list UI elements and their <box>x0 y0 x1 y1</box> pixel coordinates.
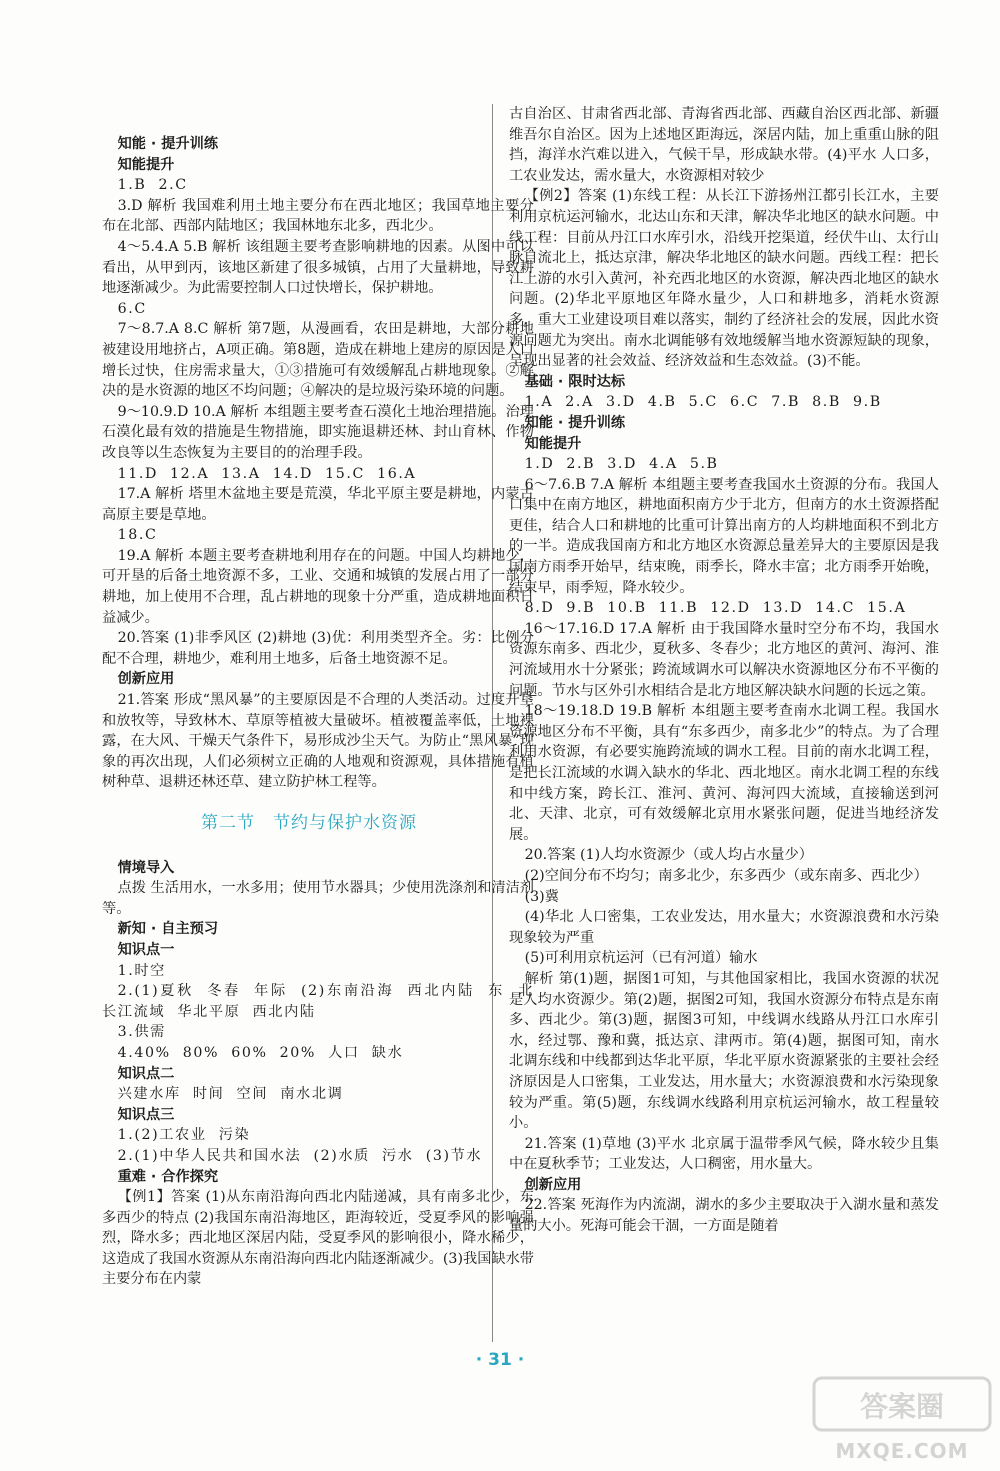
paragraph: 4～5.4.A 5.B 解析 该组题主要考查影响耕地的因素。从图中可以看出，从甲到丙，该地区新建了很多城镇，占用了大量耕地，导致耕地逐渐减少。为此需要控制人口过快增长，保护耕地。 <box>102 238 534 297</box>
watermark-logo <box>812 1374 992 1466</box>
paragraph: 20.答案 (1)人均水资源少（或人均占水量少） <box>524 847 813 864</box>
answer-line: 8.D 9.B 10.B 11.B 12.D 13.D 14.C 15.A <box>524 600 907 617</box>
paragraph: 【例2】答案 (1)东线工程：从长江下游扬州江都引长江水，主要利用京杭运河输水，北达山东和天津，解决华北地区的缺水问题。中线工程：目前从丹江口水库引水，沿线开挖渠道，经伏牛山、太行山脉自流北上，抵达京津，解决华北地区的缺水问题。西线工程：把长江上游的水引入黄河，补充西北地区的水资源，解决西北地区的缺水问题。(2)华北平原地区年降水量少，人口和耕地多，消耗水资源多，重大工业建设项目难以落实，制约了经济社会的发展，因此水资源问题尤为突出。南水北调能够有效地缓解当地水资源短缺的现象，呈现出显著的社会效益、经济效益和生态效益。(3)不能。 <box>509 188 939 370</box>
section-heading: 节约与保护水资源 <box>273 813 417 833</box>
answer-line: 4.40% 80% 60% 20% 人口 缺水 <box>117 1044 404 1061</box>
paragraph: (4)华北 人口密集，工农业发达，用水量大；水资源浪费和水污染现象较为严重 <box>509 909 939 946</box>
paragraph: 解析 第(1)题，据图1可知，与其他国家相比，我国水资源的状况是人均水资源少。第(2)题，据图2可知，我国水资源分布特点是东南多、西北少。第(3)题，据图3可知，中线调水线路从丹江口水库引水，经过鄂、豫和冀，抵达京、津两市。第(4)题，据图可知，南水北调东线和中线都到达华北平原，华北平原水资源紧张的主要社会经济原因是人口密集，工业发达，用水量大；水资源浪费和水污染现象较为严重。第(5)题，东线调水线路利用京杭运河输水，故工程量较小。 <box>509 970 939 1132</box>
answer-line: 兴建水库 时间 空间 南水北调 <box>117 1086 344 1103</box>
paragraph: 16～17.16.D 17.A 解析 由于我国降水量时空分布不均，我国水资源东南多、西北少，夏秋多、冬春少；北方地区的黄河、海河、淮河流域用水十分紧张；跨流域调水可以解决水资源地区分布不平衡的问题。节水与区外引水相结合是北方地区解决缺水问题的长远之策。 <box>509 620 939 699</box>
right-column <box>509 104 939 1237</box>
paragraph: 18～19.18.D 19.B 解析 本组题主要考查南水北调工程。我国水资源地区分布不平衡，具有“东多西少，南多北少”的特点。为了合理利用水资源，有必要实施跨流域的调水工程。目前的南水北调工程，是把长江流域的水调入缺水的华北、西北地区。南水北调工程的东线和中线方案，跨长江、淮河、黄河、海河四大流域，直接输送到河北、天津、北京，可有效缓解北京用水紧张问题，促进当地经济发展。 <box>509 703 939 843</box>
answer-line: 1.(2)工农业 污染 <box>117 1127 251 1144</box>
watermark-url: MXQE.COM <box>835 1439 969 1463</box>
subheading: 知能 · 提升训练 <box>117 136 219 152</box>
subheading: 创新应用 <box>524 1176 582 1193</box>
paragraph: 22.答案 死海作为内流湖，湖水的多少主要取决于入湖水量和蒸发量的大小。死海可能会干涸，一方面是随着 <box>509 1197 939 1235</box>
subheading: 知识点一 <box>117 941 175 958</box>
paragraph: 点拨 生活用水，一水多用；使用节水器具；少使用洗涤剂和清洁剂等。 <box>102 880 534 917</box>
subheading: 重难 · 合作探究 <box>117 1168 219 1185</box>
paragraph: (5)可利用京杭运河（已有河道）输水 <box>524 950 758 967</box>
paragraph: 【例1】答案 (1)从东南沿海向西北内陆递减，具有南多北少，东多西少的特点 (2)我国东南沿海地区，距海较近，受夏季风的影响强烈，降水多；西北地区深居内陆，受夏季风的影响很小，降水稀少，这造成了我国水资源从东南沿海向西北内陆逐渐减少。(3)我国缺水带主要分布在内蒙 <box>102 1189 534 1288</box>
subheading: 情境导入 <box>117 859 175 876</box>
answer-line: 2.(1)夏秋 冬春 年际 (2)东南沿海 西北内陆 东 北 长江流域 华北平原 西北内陆 <box>102 983 534 1020</box>
answer-line: 6.C <box>117 300 147 317</box>
subheading: 知能 · 提升训练 <box>524 414 626 431</box>
paragraph: 17.A 解析 塔里木盆地主要是荒漠，华北平原主要是耕地，内蒙古高原主要是草地。 <box>102 486 534 523</box>
paragraph: 19.A 解析 本题主要考查耕地利用存在的问题。中国人均耕地少，可开垦的后备土地资源不多，工业、交通和城镇的发展占用了一部分耕地，加上使用不合理，乱占耕地的现象十分严重，造成耕地面积日益减少。 <box>102 547 534 626</box>
subheading: 知识点二 <box>117 1065 175 1082</box>
paragraph: 3.D 解析 我国难利用土地主要分布在西北地区；我国草地主要分布在北部、西部内陆地区；我国林地东北多，西北少。 <box>102 197 534 235</box>
paragraph: 20.答案 (1)非季风区 (2)耕地 (3)优：利用类型齐全。劣：比例分配不合理，耕地少，难利用土地多，后备土地资源不足。 <box>102 630 534 667</box>
paragraph: 21.答案 (1)草地 (3)平水 北京属于温带季风气候，降水较少且集中在夏秋季节；工业发达，人口稠密，用水量大。 <box>509 1135 939 1173</box>
answer-line: 11.D 12.A 13.A 14.D 15.C 16.A <box>117 465 417 482</box>
answer-line: 3.供需 <box>117 1024 166 1041</box>
answer-line: 2.(1)中华人民共和国水法 (2)水质 污水 (3)节水 <box>117 1147 483 1164</box>
subheading: 知识点三 <box>117 1106 175 1123</box>
page-number: · 31 · <box>475 1350 525 1370</box>
subheading: 知能提升 <box>117 156 175 173</box>
paragraph: 古自治区、甘肃省西北部、青海省西北部、西藏自治区西北部、新疆维吾尔自治区。因为上述地区距海远，深居内陆，加上重重山脉的阻挡，海洋水汽难以进入，气候干旱，形成缺水带。(4)平水 人口多，工农业发达，需水量大，水资源相对较少 <box>509 106 939 184</box>
section-title <box>102 813 534 834</box>
answer-line: 1.B 2.C <box>117 177 188 194</box>
left-column <box>102 134 534 1290</box>
paragraph: 7～8.7.A 8.C 解析 第7题，从漫画看，农田是耕地，大部分耕地被建设用地挤占，A项正确。第8题，造成在耕地上建房的原因是人口增长过快，住房需求量大，①③措施可有效缓解乱占耕地现象。②解决的是水资源的地区不均问题；④解决的是垃圾污染环境的问题。 <box>102 321 534 400</box>
paragraph: 9～10.9.D 10.A 解析 本组题主要考查石漠化土地治理措施。治理石漠化最有效的措施是生物措施，即实施退耕还林、封山育林、作物改良等以生态恢复为主要目的的治理手段。 <box>102 403 534 461</box>
paragraph: (3)冀 <box>524 888 559 905</box>
answer-line: 1.D 2.B 3.D 4.A 5.B <box>524 456 719 473</box>
answer-line: 1.时空 <box>117 962 166 979</box>
watermark-text: 答案圈 <box>859 1390 945 1423</box>
subheading: 创新应用 <box>117 671 175 688</box>
answer-line: 18.C <box>117 527 158 544</box>
answer-line: 1.A 2.A 3.D 4.B 5.C 6.C 7.B 8.B 9.B <box>524 394 882 411</box>
subheading: 知能提升 <box>524 435 582 452</box>
subheading: 基础 · 限时达标 <box>524 373 626 390</box>
paragraph: (2)空间分布不均匀；南多北少，东多西少（或东南多、西北少） <box>524 867 928 884</box>
paragraph: 6～7.6.B 7.A 解析 本组题主要考查我国水土资源的分布。我国人口集中在南方地区，耕地面积南方少于北方，但南方的水土资源搭配更佳，结合人口和耕地的比重可计算出南方的人均耕地面积不到北方的一半。造成我国南方和北方地区水资源总量差异大的主要原因是我国南方雨季开始早，结束晚，雨季长，降水丰富；北方雨季开始晚，结束早，雨季短，降水较少。 <box>509 476 939 596</box>
paragraph: 21.答案 形成“黑风暴”的主要原因是不合理的人类活动。过度开垦和放牧等，导致林木、草原等植被大量破坏。植被覆盖率低，土地裸露，在大风、干燥天气条件下，易形成沙尘天气。为防止“黑风暴”现象的再次出现，人们必须树立正确的人地观和资源观，具体措施有植树种草、退耕还林还草、建立防护林工程等。 <box>102 692 534 791</box>
section-number: 第二节 <box>201 813 255 833</box>
subheading: 新知 · 自主预习 <box>117 921 219 938</box>
